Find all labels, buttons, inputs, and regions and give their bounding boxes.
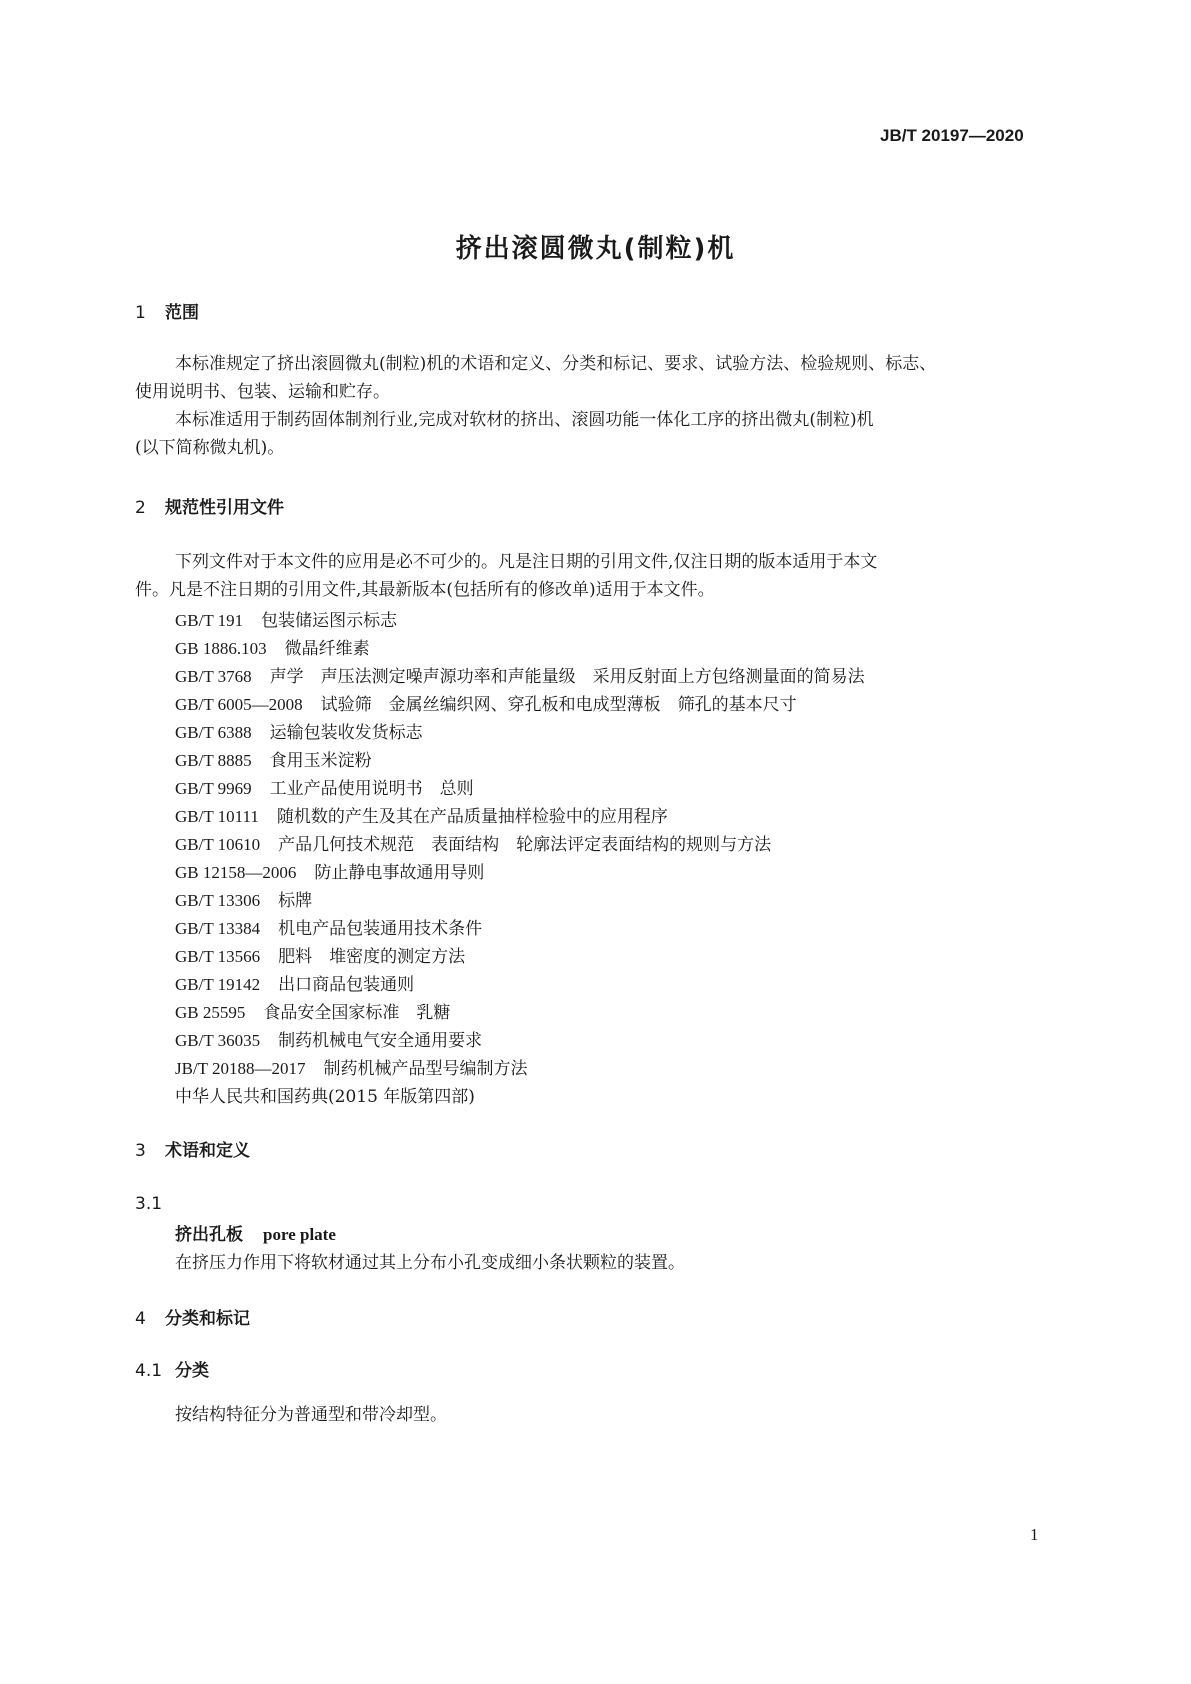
reference-title: 食用玉米淀粉	[269, 751, 372, 771]
reference-title: 出口商品包装通则	[278, 975, 415, 995]
reference-title: 机电产品包装通用技术条件	[278, 919, 483, 939]
standard-code: JB/T 20197—2020	[880, 126, 1024, 145]
section-4-heading	[135, 1304, 250, 1329]
reference-code: GB/T 13306	[175, 891, 261, 910]
reference-title: 防止静电事故通用导则	[314, 863, 485, 883]
section-title: 范围	[165, 303, 199, 323]
reference-title: 产品几何技术规范 表面结构 轮廓法评定表面结构的规则与方法	[278, 835, 772, 855]
reference-code: GB/T 3768	[175, 667, 252, 686]
reference-item	[175, 634, 370, 659]
reference-title: 工业产品使用说明书 总则	[269, 779, 474, 799]
reference-code: GB/T 19142	[175, 975, 261, 994]
section-number: 2	[135, 498, 146, 518]
reference-item	[175, 802, 668, 827]
reference-code: GB 12158—2006	[175, 863, 297, 882]
reference-title: 声学 声压法测定噪声源功率和声能量级 采用反射面上方包络测量面的简易法	[269, 667, 865, 687]
reference-code: GB/T 6388	[175, 723, 252, 742]
reference-title: 微晶纤维素	[284, 639, 370, 659]
reference-code: GB 25595	[175, 1003, 246, 1022]
section-title: 分类和标记	[165, 1309, 250, 1329]
reference-item	[175, 1026, 482, 1051]
paragraph-line: 使用说明书、包装、运输和贮存。	[135, 382, 390, 402]
reference-item	[175, 606, 397, 631]
section-number: 1	[135, 303, 146, 323]
reference-title: 中华人民共和国药典(2015 年版第四部)	[175, 1087, 475, 1107]
section-title: 规范性引用文件	[165, 498, 284, 518]
section-1-paragraph-2	[135, 406, 1055, 462]
reference-title: 包装储运图示标志	[261, 611, 398, 631]
subsection-4-1-heading	[135, 1356, 209, 1381]
reference-item	[175, 690, 797, 715]
paragraph-line: 本标准规定了挤出滚圆微丸(制粒)机的术语和定义、分类和标记、要求、试验方法、检验规则、标志、	[175, 354, 937, 374]
reference-item	[175, 914, 482, 939]
subsection-title: 分类	[175, 1361, 209, 1381]
reference-item	[175, 1054, 528, 1079]
reference-title: 随机数的产生及其在产品质量抽样检验中的应用程序	[276, 807, 668, 827]
reference-item	[175, 746, 372, 771]
reference-title: 肥料 堆密度的测定方法	[278, 947, 466, 967]
paragraph-line: 本标准适用于制药固体制剂行业,完成对软材的挤出、滚圆功能一体化工序的挤出微丸(制粒)机	[175, 410, 874, 430]
reference-code: JB/T 20188—2017	[175, 1059, 306, 1078]
section-1-paragraph-1	[135, 350, 1055, 406]
term-english: pore plate	[263, 1225, 336, 1244]
section-3-heading	[135, 1136, 250, 1161]
reference-item	[175, 830, 771, 855]
reference-code: GB/T 10111	[175, 807, 259, 826]
reference-item	[175, 858, 484, 883]
reference-item	[175, 718, 423, 743]
paragraph-line: (以下简称微丸机)。	[135, 438, 285, 458]
reference-code: GB/T 36035	[175, 1031, 261, 1050]
paragraph-line: 件。凡是不注日期的引用文件,其最新版本(包括所有的修改单)适用于本文件。	[135, 580, 715, 600]
section-number: 4	[135, 1309, 146, 1329]
reference-title: 试验筛 金属丝编织网、穿孔板和电成型薄板 筛孔的基本尺寸	[320, 695, 797, 715]
page-number: 1	[1030, 1525, 1039, 1544]
reference-code: GB/T 13566	[175, 947, 261, 966]
reference-title: 运输包装收发货标志	[269, 723, 423, 743]
reference-item	[175, 942, 465, 967]
reference-code: GB/T 191	[175, 611, 244, 630]
reference-title: 食品安全国家标准 乳糖	[263, 1003, 451, 1023]
document-title: 挤出滚圆微丸(制粒)机	[455, 234, 736, 264]
term-chinese: 挤出孔板	[175, 1225, 243, 1245]
reference-title: 制药机械电气安全通用要求	[278, 1031, 483, 1051]
section-number: 3	[135, 1141, 146, 1161]
section-2-paragraph-1	[135, 548, 1055, 604]
term-entry	[175, 1220, 336, 1245]
reference-item	[175, 886, 312, 911]
term-definition: 在挤压力作用下将软材通过其上分布小孔变成细小条状颗粒的装置。	[175, 1253, 685, 1273]
reference-code: GB/T 8885	[175, 751, 252, 770]
term-number: 3.1	[135, 1194, 163, 1214]
reference-item	[175, 998, 450, 1023]
reference-title: 标牌	[278, 891, 313, 911]
reference-item	[175, 970, 414, 995]
reference-code: GB/T 13384	[175, 919, 261, 938]
section-title: 术语和定义	[165, 1141, 250, 1161]
reference-item	[175, 774, 474, 799]
reference-code: GB/T 9969	[175, 779, 252, 798]
section-1-heading	[135, 298, 199, 323]
paragraph-line: 下列文件对于本文件的应用是必不可少的。凡是注日期的引用文件,仅注日期的版本适用于本文	[175, 552, 878, 572]
reference-title: 制药机械产品型号编制方法	[323, 1059, 528, 1079]
reference-code: GB 1886.103	[175, 639, 267, 658]
section-2-heading	[135, 493, 284, 518]
reference-code: GB/T 6005—2008	[175, 695, 303, 714]
reference-item	[175, 662, 865, 687]
section-4-paragraph: 按结构特征分为普通型和带冷却型。	[175, 1405, 447, 1425]
reference-item	[175, 1082, 475, 1107]
reference-code: GB/T 10610	[175, 835, 261, 854]
subsection-number: 4.1	[135, 1361, 163, 1381]
